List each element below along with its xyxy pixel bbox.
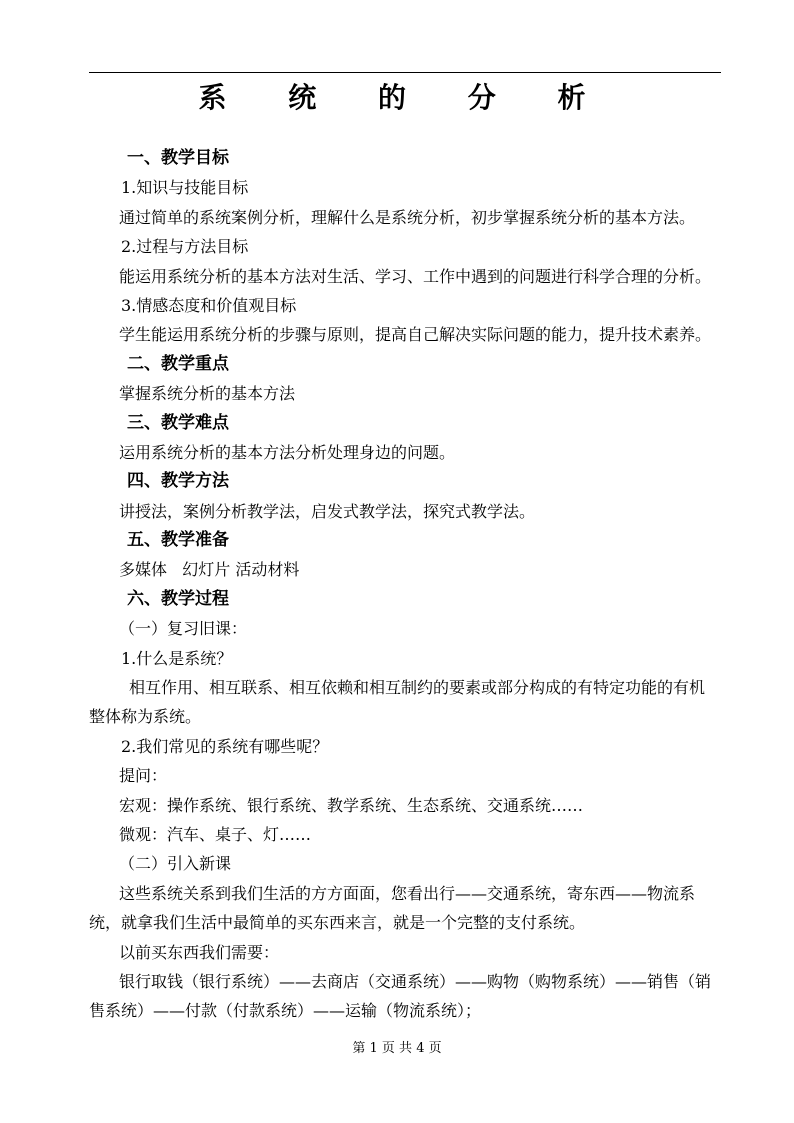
subheading: 1.知识与技能目标 xyxy=(121,178,249,198)
paragraph: 能运用系统分析的基本方法对生活、学习、工作中遇到的问题进行科学合理的分析。 xyxy=(119,266,712,286)
paragraph: 多媒体 幻灯片 活动材料 xyxy=(119,560,300,580)
paragraph: 这些系统关系到我们生活的方方面面，您看出行——交通系统，寄东西——物流系 xyxy=(119,883,696,903)
subheading: 2.过程与方法目标 xyxy=(121,237,249,257)
page-footer: 第 1 页 共 4 页 xyxy=(352,1041,442,1056)
section-heading: 一、教学目标 xyxy=(127,148,229,168)
section-heading: 三、教学难点 xyxy=(127,412,229,433)
paragraph: 2.我们常见的系统有哪些呢？ xyxy=(121,736,329,756)
paragraph-continuation: 统，就拿我们生活中最简单的买东西来言，就是一个完整的支付系统。 xyxy=(89,913,586,933)
paragraph: 提问： xyxy=(119,766,168,786)
subheading: 3.情感态度和价值观目标 xyxy=(121,295,297,315)
paragraph: 银行取钱（银行系统）——去商店（交通系统）——购物（购物系统）——销售（销 xyxy=(119,971,712,991)
paragraph: 通过简单的系统案例分析，理解什么是系统分析，初步掌握系统分析的基本方法。 xyxy=(119,207,696,227)
paragraph: 学生能运用系统分析的步骤与原则，提高自己解决实际问题的能力，提升技术素养。 xyxy=(119,325,712,345)
paragraph: （二）引入新课 xyxy=(119,854,232,874)
paragraph: 宏观：操作系统、银行系统、教学系统、生态系统、交通系统…… xyxy=(119,795,584,815)
section-heading: 四、教学方法 xyxy=(127,471,229,492)
paragraph: 1.什么是系统？ xyxy=(121,648,233,668)
paragraph: 运用系统分析的基本方法分析处理身边的问题。 xyxy=(119,442,456,462)
paragraph-continuation: 售系统）——付款（付款系统）——运输（物流系统）； xyxy=(89,1001,482,1021)
paragraph-continuation: 整体称为系统。 xyxy=(89,707,202,727)
paragraph: 掌握系统分析的基本方法 xyxy=(119,384,296,404)
paragraph: 以前买东西我们需要： xyxy=(119,942,280,962)
document-title: 系 统 的 分 析 xyxy=(198,81,612,114)
header-rule xyxy=(89,72,721,73)
section-heading: 六、教学过程 xyxy=(127,588,229,609)
paragraph: 相互作用、相互联系、相互依赖和相互制约的要素或部分构成的有特定功能的有机 xyxy=(129,678,706,698)
section-heading: 二、教学重点 xyxy=(127,353,229,374)
section-heading: 五、教学准备 xyxy=(127,530,229,551)
paragraph: 讲授法，案例分析教学法，启发式教学法，探究式教学法。 xyxy=(119,501,536,521)
paragraph: 微观：汽车、桌子、灯…… xyxy=(119,824,312,844)
paragraph: （一）复习旧课： xyxy=(119,619,248,639)
document-body xyxy=(89,144,715,1026)
